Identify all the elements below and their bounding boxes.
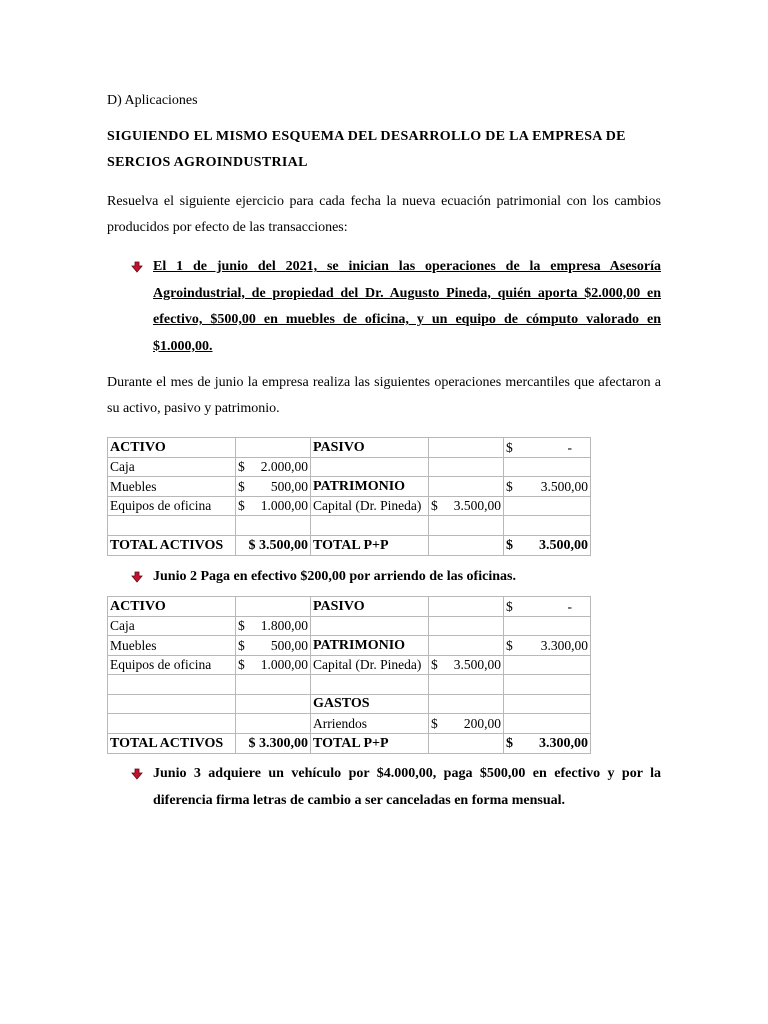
arriendos-label: Arriendos <box>311 714 429 734</box>
operations-intro: Durante el mes de junio la empresa realiza las siguientes operaciones mercantiles que afectaron a su activo, pasivo y patrimonio. <box>107 375 661 416</box>
pasivo-amount: $ - <box>504 597 591 617</box>
table-row <box>108 496 591 516</box>
total-pp-amount: $ 3.300,00 <box>504 733 591 753</box>
equipos-label: Equipos de oficina <box>108 655 236 675</box>
total-pp-amount: $ 3.500,00 <box>504 535 591 555</box>
table-row <box>108 636 591 656</box>
capital-amount: $ 3.500,00 <box>429 496 504 516</box>
pasivo-header: PASIVO <box>311 597 429 617</box>
arriendos-amount: $ 200,00 <box>429 714 504 734</box>
muebles-amount: $ 500,00 <box>236 477 311 497</box>
balance-table-1 <box>107 437 591 556</box>
total-activos-label: TOTAL ACTIVOS <box>108 733 236 753</box>
muebles-label: Muebles <box>108 636 236 656</box>
total-pp-label: TOTAL P+P <box>311 733 429 753</box>
instruction-paragraph: Resuelva el siguiente ejercicio para cada fecha la nueva ecuación patrimonial con los cambios producidos por efecto de las transacciones: <box>107 194 661 235</box>
activo-header: ACTIVO <box>108 438 236 458</box>
total-activos-label: TOTAL ACTIVOS <box>108 535 236 555</box>
table-row <box>108 675 591 695</box>
capital-amount: $ 3.500,00 <box>429 655 504 675</box>
table-row <box>108 616 591 636</box>
muebles-label: Muebles <box>108 477 236 497</box>
table-row <box>108 597 591 617</box>
bullet-text-2: Junio 2 Paga en efectivo $200,00 por arriendo de las oficinas. <box>153 569 516 584</box>
caja-amount: $ 1.800,00 <box>236 616 311 636</box>
total-activos-amount: $ 3.500,00 <box>236 535 311 555</box>
arrow-bullet-icon <box>131 768 143 780</box>
table-row <box>108 714 591 734</box>
patrimonio-amount: $ 3.500,00 <box>504 477 591 497</box>
arrow-bullet-icon <box>131 261 143 273</box>
table-row <box>108 477 591 497</box>
section-heading: D) Aplicaciones <box>107 93 198 108</box>
arrow-bullet-icon <box>131 571 143 583</box>
caja-label: Caja <box>108 616 236 636</box>
bullet-text-3: Junio 3 adquiere un vehículo por $4.000,00, paga $500,00 en efectivo y por la diferencia firma letras de cambio a ser canceladas en forma mensual. <box>153 766 661 808</box>
caja-label: Caja <box>108 457 236 477</box>
caja-amount: $ 2.000,00 <box>236 457 311 477</box>
table-row <box>108 733 591 753</box>
patrimonio-header: PATRIMONIO <box>311 477 429 497</box>
capital-label: Capital (Dr. Pineda) <box>311 655 429 675</box>
equipos-amount: $ 1.000,00 <box>236 496 311 516</box>
total-activos-amount: $ 3.300,00 <box>236 733 311 753</box>
muebles-amount: $ 500,00 <box>236 636 311 656</box>
table-row <box>108 438 591 458</box>
table-row <box>108 535 591 555</box>
pasivo-header: PASIVO <box>311 438 429 458</box>
total-pp-label: TOTAL P+P <box>311 535 429 555</box>
table-row <box>108 457 591 477</box>
table-row <box>108 516 591 536</box>
table-row <box>108 694 591 714</box>
activo-header: ACTIVO <box>108 597 236 617</box>
balance-table-2 <box>107 596 591 754</box>
title-line-1: SIGUIENDO EL MISMO ESQUEMA DEL DESARROLLO DE LA EMPRESA DE <box>107 129 626 144</box>
table-row <box>108 655 591 675</box>
document-title <box>107 124 661 176</box>
patrimonio-amount: $ 3.300,00 <box>504 636 591 656</box>
equipos-amount: $ 1.000,00 <box>236 655 311 675</box>
patrimonio-header: PATRIMONIO <box>311 636 429 656</box>
gastos-header: GASTOS <box>311 694 429 714</box>
title-line-2: SERCIOS AGROINDUSTRIAL <box>107 155 308 170</box>
capital-label: Capital (Dr. Pineda) <box>311 496 429 516</box>
pasivo-amount: $ - <box>504 438 591 458</box>
equipos-label: Equipos de oficina <box>108 496 236 516</box>
bullet-text-1: El 1 de junio del 2021, se inician las operaciones de la empresa Asesoría Agroindustrial, de propiedad del Dr. Augusto Pineda, quién aporta $2.000,00 en efectivo, $500,00 en muebles de oficina, y un equipo de cómputo valorado en $1.000,00. <box>153 259 661 354</box>
